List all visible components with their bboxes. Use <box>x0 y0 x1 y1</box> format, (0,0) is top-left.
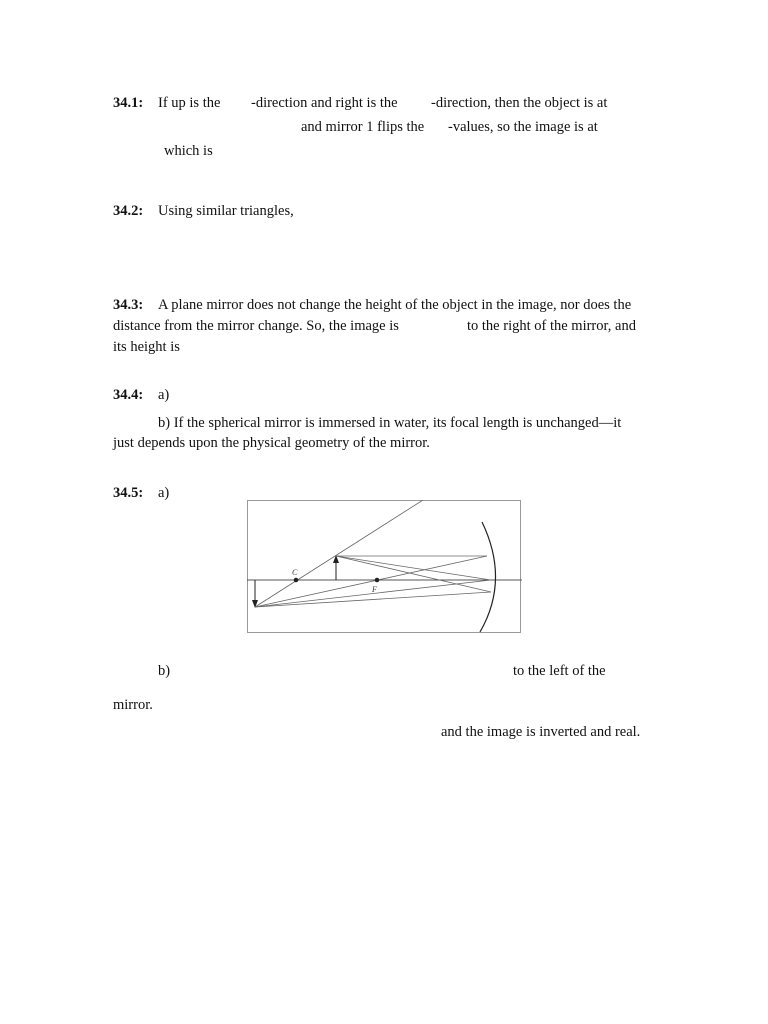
problem-34-4-number: 34.4: <box>113 387 144 403</box>
center-of-curvature-point <box>294 578 299 583</box>
problem-34-3-number: 34.3: <box>113 297 144 313</box>
problem-34-3-line1: A plane mirror does not change the height of the object in the image, nor does the <box>158 297 632 313</box>
problem-34-4-part-b-line2: just depends upon the physical geometry of the mirror. <box>113 435 430 451</box>
problem-34-5-mirror-word: mirror. <box>113 697 153 713</box>
center-of-curvature-label: C <box>292 568 298 577</box>
problem-34-1-line3: which is <box>164 143 213 159</box>
problem-34-3-line3: its height is <box>113 339 180 355</box>
problem-34-3-line2-a: distance from the mirror change. So, the image is <box>113 318 399 334</box>
ray-through-vertex <box>336 556 491 580</box>
problem-34-1-line1-c: -direction, then the object is at <box>431 95 608 111</box>
problem-34-5-part-a: a) <box>158 485 170 501</box>
problem-34-1-number: 34.1: <box>113 95 144 111</box>
concave-mirror <box>480 522 496 632</box>
problem-34-5-final-line: and the image is inverted and real. <box>441 724 641 740</box>
problem-34-3-line2-b: to the right of the mirror, and <box>467 318 636 334</box>
diagram-frame <box>248 501 521 633</box>
problem-34-1-line2-b: -values, so the image is at <box>448 119 598 135</box>
problem-34-2-number: 34.2: <box>113 203 144 219</box>
problem-34-2-text: Using similar triangles, <box>158 203 294 219</box>
problem-34-5-part-b-tail: to the left of the <box>513 663 606 679</box>
ray-through-focus <box>336 556 491 592</box>
problem-34-1-line1-a: If up is the <box>158 95 221 111</box>
problem-34-4-part-a: a) <box>158 387 170 403</box>
focal-point <box>375 578 380 583</box>
problem-34-1-line2-a: and mirror 1 flips the <box>301 119 425 135</box>
problem-34-4-part-b-line1: b) If the spherical mirror is immersed in water, its focal length is unchanged—it <box>158 415 622 431</box>
problem-34-1-line1-b: -direction and right is the <box>251 95 398 111</box>
problem-34-5-number: 34.5: <box>113 485 144 501</box>
focal-point-label: F <box>372 585 377 594</box>
concave-mirror-ray-diagram <box>247 500 522 633</box>
problem-34-5-part-b: b) <box>158 663 171 679</box>
